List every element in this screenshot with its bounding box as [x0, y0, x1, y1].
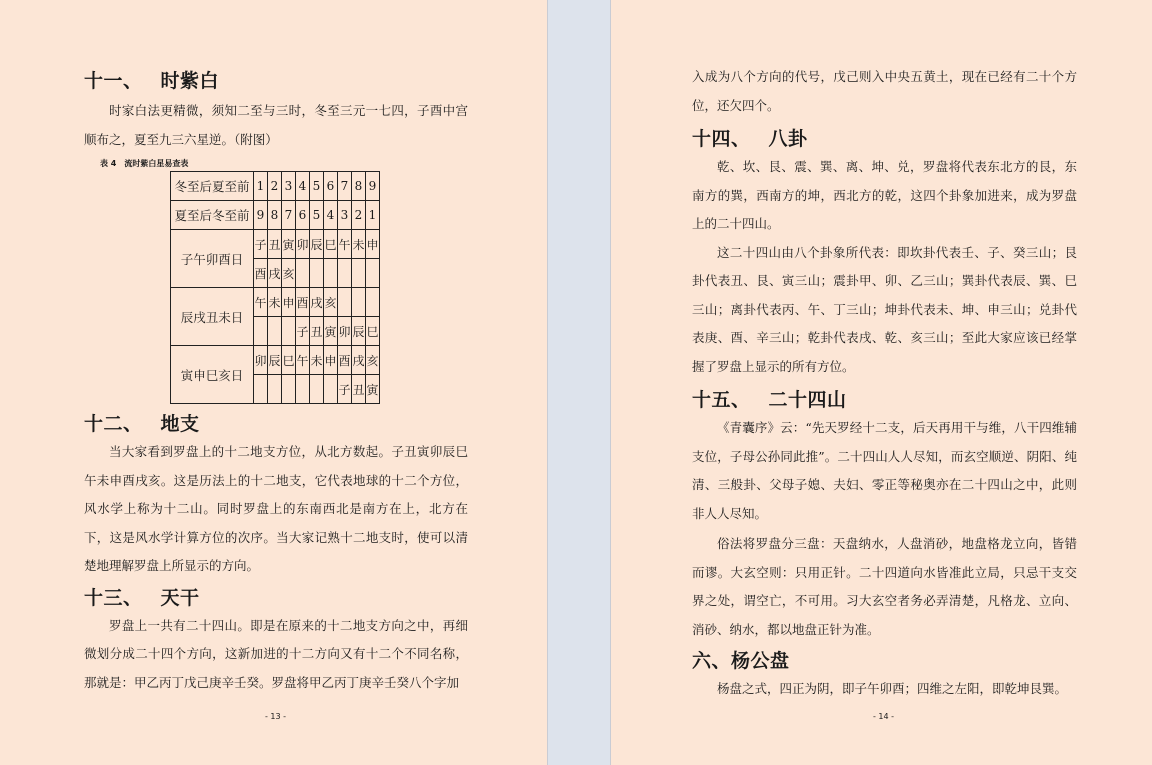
table-cell: 丑	[352, 375, 366, 404]
table-cell: 申	[282, 288, 296, 317]
table-caption	[100, 158, 468, 169]
table-cell: 1	[366, 201, 380, 230]
section-number: 十二、	[84, 413, 143, 435]
table-cell: 申	[324, 346, 338, 375]
table-cell: 亥	[324, 288, 338, 317]
page-number-right: - 14 -	[873, 712, 895, 721]
table-cell: 8	[352, 172, 366, 201]
table-cell: 未	[268, 288, 282, 317]
page-number-left: - 13 -	[265, 712, 287, 721]
table-cell: 7	[338, 172, 352, 201]
table-row	[171, 201, 380, 230]
section-16-paragraph: 杨盘之式，四正为阴，即子午卯酉；四维之左阳，即乾坤艮巽。	[717, 681, 1068, 696]
table-cell: 酉	[254, 259, 268, 288]
table-cell	[268, 375, 282, 404]
table-cell: 午	[296, 346, 310, 375]
table-cell: 卯	[296, 230, 310, 259]
table-caption-title: 流时紫白星易查表	[124, 159, 189, 168]
section-12-paragraph: 当大家看到罗盘上的十二地支方位，从北方数起。子丑寅卯辰巳午未申酉戌亥。这是历法上的十二地支，它代表地球的十二个方位，风水学上称为十二山。同时罗盘上的东南西北是南方在上，北方在下，这是风水学计算方位的次序。当大家记熟十二地支时，使可以清楚地理解罗盘上所显示的方向。	[84, 444, 468, 573]
table-cell	[366, 288, 380, 317]
section-16-heading: 六、杨公盘	[692, 650, 790, 672]
section-15-paragraph-1: 《青囊序》云：“先天罗经十二支，后天再用干与维，八干四维辅支位，子母公孙同此推”。二十四山人人尽知，而玄空顺逆、阴阳、纯清、三般卦、父母子媳、夫妇、零正等秘奥亦在二十四山之中，此则非人人尽知。	[692, 420, 1077, 521]
table-cell: 4	[324, 201, 338, 230]
table-cell: 3	[338, 201, 352, 230]
table-cell: 5	[310, 201, 324, 230]
table-cell	[324, 259, 338, 288]
table-cell: 3	[282, 172, 296, 201]
table-cell: 卯	[338, 317, 352, 346]
table-cell	[338, 259, 352, 288]
table-cell: 5	[310, 172, 324, 201]
table-cell	[352, 259, 366, 288]
table-cell: 亥	[282, 259, 296, 288]
table-cell: 酉	[296, 288, 310, 317]
table-cell: 辰	[352, 317, 366, 346]
day-group-label: 子午卯酉日	[171, 230, 254, 288]
table-cell	[310, 375, 324, 404]
table-cell: 丑	[310, 317, 324, 346]
table-cell: 巳	[324, 230, 338, 259]
section-11-paragraph: 时家白法更精微，须知二至与三时，冬至三元一七四，子酉中宫顺布之，夏至九三六星逆。（附图）	[84, 103, 468, 147]
table-cell	[352, 288, 366, 317]
day-group-label: 寅申巳亥日	[171, 346, 254, 404]
table-cell: 8	[268, 201, 282, 230]
table-cell: 未	[352, 230, 366, 259]
table-cell: 寅	[324, 317, 338, 346]
table-cell	[268, 317, 282, 346]
section-15-paragraph-2: 俗法将罗盘分三盘：天盘纳水，人盘消砂，地盘格龙立向，皆错而谬。大玄空则：只用正针。二十四道向水皆准此立局，只忌干支交界之处，谓空亡，不可用。习大玄空者务必弄清楚，凡格龙、立向、消砂、纳水，都以地盘正针为准。	[692, 536, 1077, 637]
table-cell: 戌	[352, 346, 366, 375]
table-cell: 申	[366, 230, 380, 259]
table-cell: 亥	[366, 346, 380, 375]
zibai-lookup-table	[170, 171, 380, 404]
table-cell: 巳	[366, 317, 380, 346]
table-cell	[282, 317, 296, 346]
table-cell: 9	[254, 201, 268, 230]
table-row	[171, 288, 380, 317]
section-15-heading	[692, 385, 1077, 412]
table-cell: 2	[268, 172, 282, 201]
section-title: 八卦	[768, 128, 808, 150]
table-cell: 子	[338, 375, 352, 404]
section-number: 十三、	[84, 586, 143, 609]
table-cell	[254, 375, 268, 404]
table-cell: 子	[296, 317, 310, 346]
table-row	[171, 230, 380, 259]
table-cell: 午	[338, 230, 352, 259]
section-14-heading	[692, 124, 1077, 151]
section-13-paragraph: 罗盘上一共有二十四山。即是在原来的十二地支方向之中，再细微划分成二十四个方向，这新加进的十二方向又有十二个不同名称，那就是：甲乙丙丁戊己庚辛壬癸。罗盘将甲乙丙丁庚辛壬癸八个字加	[84, 617, 468, 690]
right-page-content	[692, 63, 1077, 704]
table-cell: 巳	[282, 346, 296, 375]
row-label: 冬至后夏至前	[171, 172, 254, 201]
table-cell	[324, 375, 338, 404]
table-cell: 子	[254, 230, 268, 259]
section-title: 时紫白	[160, 70, 220, 92]
row-label: 夏至后冬至前	[171, 201, 254, 230]
table-cell: 寅	[282, 230, 296, 259]
table-cell: 辰	[268, 346, 282, 375]
continued-paragraph: 入成为八个方向的代号，戊己则入中央五黄土，现在已经有二十个方位，还欠四个。	[692, 69, 1077, 113]
table-cell: 9	[366, 172, 380, 201]
section-number: 十五、	[692, 389, 751, 411]
day-group-label: 辰戌丑未日	[171, 288, 254, 346]
table-cell	[366, 259, 380, 288]
table-cell: 寅	[366, 375, 380, 404]
table-cell: 戌	[268, 259, 282, 288]
table-cell: 午	[254, 288, 268, 317]
section-14-paragraph-1: 乾、坎、艮、震、巽、离、坤、兑，罗盘将代表东北方的艮，东南方的巽，西南方的坤，西北方的乾，这四个卦象加进来，成为罗盘上的二十四山。	[692, 159, 1077, 231]
section-title: 天干	[160, 586, 200, 609]
section-title: 地支	[160, 413, 200, 435]
table-cell: 6	[296, 201, 310, 230]
table-cell	[254, 317, 268, 346]
table-cell: 2	[352, 201, 366, 230]
section-number: 十四、	[692, 128, 751, 150]
table-cell: 7	[282, 201, 296, 230]
table-cell	[296, 375, 310, 404]
table-cell: 6	[324, 172, 338, 201]
table-cell	[338, 288, 352, 317]
section-13-heading	[84, 583, 468, 610]
section-11-heading	[84, 66, 468, 93]
section-12-heading	[84, 409, 468, 436]
table-cell: 戌	[310, 288, 324, 317]
table-cell	[282, 375, 296, 404]
table-row	[171, 172, 380, 201]
table-cell: 未	[310, 346, 324, 375]
table-cell: 卯	[254, 346, 268, 375]
table-caption-number: 表 4	[100, 159, 117, 168]
section-title: 二十四山	[768, 389, 847, 411]
table-cell	[310, 259, 324, 288]
table-row	[171, 346, 380, 375]
table-cell: 1	[254, 172, 268, 201]
table-cell: 4	[296, 172, 310, 201]
section-14-paragraph-2: 这二十四山由八个卦象所代表：即坎卦代表壬、子、癸三山；艮卦代表丑、艮、寅三山；震卦甲、卯、乙三山；巽卦代表辰、巽、巳三山；离卦代表丙、午、丁三山；坤卦代表未、坤、申三山；兑卦代表庚、酉、辛三山；乾卦代表戌、乾、亥三山；至此大家应该已经掌握了罗盘上显示的所有方位。	[692, 244, 1077, 374]
left-page-content	[84, 66, 468, 697]
table-cell: 酉	[338, 346, 352, 375]
table-cell: 丑	[268, 230, 282, 259]
table-cell	[296, 259, 310, 288]
table-cell: 辰	[310, 230, 324, 259]
section-number: 十一、	[84, 70, 143, 92]
